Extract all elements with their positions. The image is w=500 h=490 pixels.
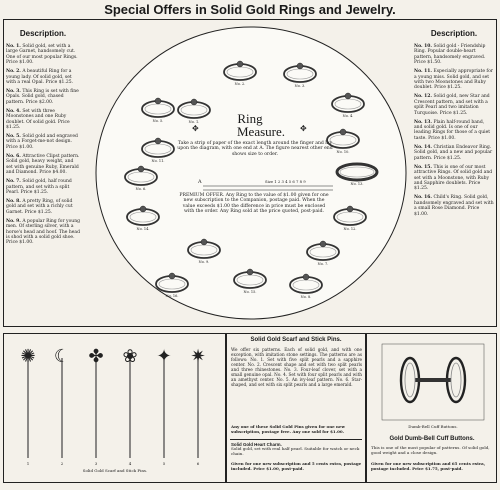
description-item <box>6 69 80 85</box>
ring-number-label: No. 9. <box>198 260 210 264</box>
ring-number-label: No. 3. <box>294 84 306 88</box>
cuff-heading: Gold Dumb-Bell Cuff Buttons. <box>389 436 475 442</box>
ring-illustration <box>288 273 324 301</box>
measure-instructions: Take a strip of paper of the exact length around the finger and lay upon the diagram, with one end at A. The figure nearest other end shows size to order. <box>177 141 333 157</box>
right-description-column <box>414 22 494 221</box>
ring-number-label: No. 10. <box>336 150 350 154</box>
ring-illustration <box>282 62 318 90</box>
item-text: Especially appropriate for a young miss. Solid gold, and set with two Moonstones and Ruby doublet. Price $1.25. <box>414 69 493 91</box>
ring-illustration <box>140 137 176 165</box>
cuff-caption: Dumb-Bell Cuff Buttons. <box>408 424 458 429</box>
item-number: No. 9. <box>6 218 21 224</box>
description-item <box>414 69 494 91</box>
left-description-column <box>6 22 80 249</box>
item-number: No. 4. <box>6 108 21 114</box>
description-item <box>6 109 80 131</box>
left-column-heading: Description. <box>19 29 67 38</box>
item-text: Attractive Clipst pattern. Solid gold, heavy weight, and set with genuine Ruby, Emerald and Diamond. Price $4.00. <box>6 153 80 176</box>
ruler-size-labels: Size 1 2 3 4 5 6 7 8 9 <box>265 179 306 184</box>
description-item <box>414 195 494 217</box>
item-number: No. 10. <box>414 44 432 49</box>
ring-illustration <box>154 272 190 300</box>
ring-number-label: No. 13. <box>350 182 364 186</box>
premium-offer: PREMIUM OFFER. Any Ring to the value of $1.00 given for one new subscription to the Companion, postage paid. When the value exceeds $1.00 the difference in price must be enclosed with the order. Any Ring sold at the price quoted, post-paid. <box>179 193 329 214</box>
ring-illustration <box>125 205 161 233</box>
ring-number-label: No. 7. <box>317 262 329 266</box>
ring-illustration <box>335 160 379 188</box>
item-text: A pretty Ring, of solid gold and set with a richly cut Garnet. Price $1.25. <box>6 198 73 215</box>
description-item <box>414 94 494 116</box>
item-number: No. 15. <box>414 164 432 170</box>
cuff-buttons-illustration <box>380 342 486 422</box>
right-item-list <box>414 44 494 217</box>
ring-illustration <box>330 92 366 120</box>
description-item <box>414 120 494 142</box>
page-title: Special Offers in Solid Gold Rings and Jewelry. <box>104 2 396 17</box>
pins-caption: Solid Gold Scarf and Stick Pins. <box>82 468 148 473</box>
item-number: No. 16. <box>414 195 432 201</box>
item-text: Plain half-round band, and solid gold. Is one of our leading Rings for those of a quiet taste. Price $1.00. <box>414 119 491 141</box>
ring-illustration <box>232 268 268 296</box>
pins-description: We offer six patterns. Each of solid gold, and with one exception, with imitation stone settings. The patterns are as follows: No. 1. Set with five split pearls and a sapphire center. No. 2. Crescent shape and set with two split pearls and three rhinestones. No. 3. Four-leaf clover, set with a small genuine opal. No. 4. Set with four split pearls and with an amethyst center. No. 5. An ivy-leaf pattern. No. 6. Star-shaped, and set with six split pearls and a large emerald. <box>231 347 362 387</box>
description-item <box>6 199 80 215</box>
pin-head-icon: ❀ <box>122 346 138 367</box>
ring-number-label: No. 8. <box>300 295 312 299</box>
item-number: No. 8. <box>6 198 21 204</box>
item-text: Solid gold, new Star and Crescent pattern, and set with a split Pearl and two imitation Turquoise. Price $1.25. <box>414 94 490 116</box>
item-number: No. 2. <box>6 69 21 75</box>
ring-illustration <box>222 60 258 88</box>
description-item <box>6 89 80 105</box>
pin-head-icon: ✤ <box>88 346 104 367</box>
ring-number-label: No. 11. <box>151 159 165 163</box>
item-number: No. 1. <box>6 44 21 49</box>
pin-number: 3 <box>94 461 98 466</box>
pin-head-icon: ✺ <box>20 346 36 367</box>
pin-head-icon: ✷ <box>190 346 206 367</box>
pin-head-icon: ✦ <box>156 346 172 367</box>
item-text: Solid gold - Friendship Ring. Popular double-heart pattern, handsomely engraved. Price $1.50. <box>414 44 486 66</box>
item-number: No. 3. <box>6 89 21 95</box>
item-number: No. 6. <box>6 153 21 159</box>
item-number: No. 12. <box>414 94 432 100</box>
ring-number-label: No. 2. <box>234 82 246 86</box>
ring-illustration <box>305 240 341 268</box>
description-item <box>6 154 80 176</box>
ring-illustration <box>140 97 176 125</box>
description-item <box>6 134 80 150</box>
item-number: No. 13. <box>414 119 432 125</box>
charm-heading: Solid Gold Heart Charm. <box>231 442 282 447</box>
ruler-a-label: A <box>198 179 202 185</box>
ruler-graphic <box>203 183 335 193</box>
item-text: Christian Endeavor Ring. Solid gold, and a new and popular pattern. Price $1.25. <box>414 144 493 161</box>
item-text: Child's Ring. Solid gold, handsomely engraved and set with a small Rose Diamond. Price $1.00. <box>414 195 494 217</box>
ring-measure-heading <box>205 112 295 138</box>
ring-illustration <box>176 98 212 126</box>
pins-offer: Any one of these Solid Gold Pins given for one new subscription, postage free. Any one sold for $1.00. <box>231 424 345 434</box>
pin-number: 1 <box>26 461 30 466</box>
item-text: This is one of our most attractive Rings. Of solid gold and set with a Moonstone, with Ruby and Sapphire doublets. Price $1.25. <box>414 164 493 192</box>
ring-illustration <box>123 165 159 193</box>
item-number: No. 11. <box>414 69 432 75</box>
ring-number-label: No. 12. <box>343 227 357 231</box>
ring-number-label: No. 6. <box>135 187 147 191</box>
item-text: Solid gold, half round pattern, and set with a split Pearl. Price $1.25. <box>6 179 72 195</box>
item-text: This Ring is set with fine Opals. Solid gold, chased pattern. Price $2.00. <box>6 89 79 105</box>
item-text: A popular Ring for young men. Of sterling silver, with a horse's head and hoof. The head is shod with a solid gold shoe. Price $1.00. <box>6 218 80 246</box>
ring-illustration <box>325 128 361 156</box>
charm-description: Solid gold, set with real half pearl. Suitable for watch or neck chain. <box>231 446 360 456</box>
description-item <box>414 165 494 192</box>
flourish-icon: ✥ <box>300 124 307 133</box>
item-number: No. 5. <box>6 134 21 140</box>
ring-number-label: No. 16. <box>165 294 179 298</box>
ring-illustration <box>332 205 368 233</box>
description-item <box>414 145 494 161</box>
item-number: No. 7. <box>6 179 21 185</box>
ring-illustration <box>186 238 222 266</box>
ring-number-label: No. 4. <box>342 114 354 118</box>
description-item <box>414 44 494 66</box>
item-text: A beautiful Ring for a young lady. Of solid gold, set with a real Opal. Price $1.25. <box>6 69 74 86</box>
ring-number-label: No. 14. <box>136 227 150 231</box>
pins-charm-divider <box>230 439 362 440</box>
ring-number-label: No. 5. <box>152 119 164 123</box>
size-ruler <box>198 178 335 188</box>
pins-heading: Solid Gold Scarf and Stick Pins. <box>250 337 342 343</box>
heading-ring: Ring <box>237 111 263 126</box>
charm-offer: Given for one new subscription and 5 cents extra, postage included. Price $1.00, post-paid. <box>231 461 362 471</box>
ring-number-label: No. 1. <box>188 120 200 124</box>
cuff-offer: Given for one new subscription and 65 cents extra, postage included. Price $1.75, post-paid. <box>371 461 486 471</box>
cuff-description: This is one of the most popular of patterns. Of solid gold, good weight and a close design. <box>371 445 490 455</box>
pin-number: 6 <box>196 461 200 466</box>
left-item-list <box>6 44 80 246</box>
item-number: No. 14. <box>414 144 432 150</box>
right-column-heading: Description. <box>430 29 478 38</box>
description-item <box>6 44 80 66</box>
item-text: Set with three Moonstones and one Ruby doublet. Of solid gold. Price $1.25. <box>6 108 70 131</box>
pin-number: 4 <box>128 461 132 466</box>
description-item <box>6 179 80 195</box>
description-item <box>6 219 80 246</box>
item-text: Solid gold and engraved with a Forget-me-not design. Price $1.00. <box>6 134 78 150</box>
stick-pins-illustration <box>10 340 220 470</box>
ring-number-label: No. 15. <box>243 290 257 294</box>
flourish-icon: ✥ <box>192 124 199 133</box>
pin-number: 5 <box>162 461 166 466</box>
item-text: Solid gold, set with a large Garnet, handsomely cut. One of our most popular Rings. Price $1.00. <box>6 44 78 66</box>
pin-head-icon: ☾ <box>53 346 71 367</box>
heading-measure: Measure. <box>236 124 285 139</box>
pin-number: 2 <box>60 461 64 466</box>
